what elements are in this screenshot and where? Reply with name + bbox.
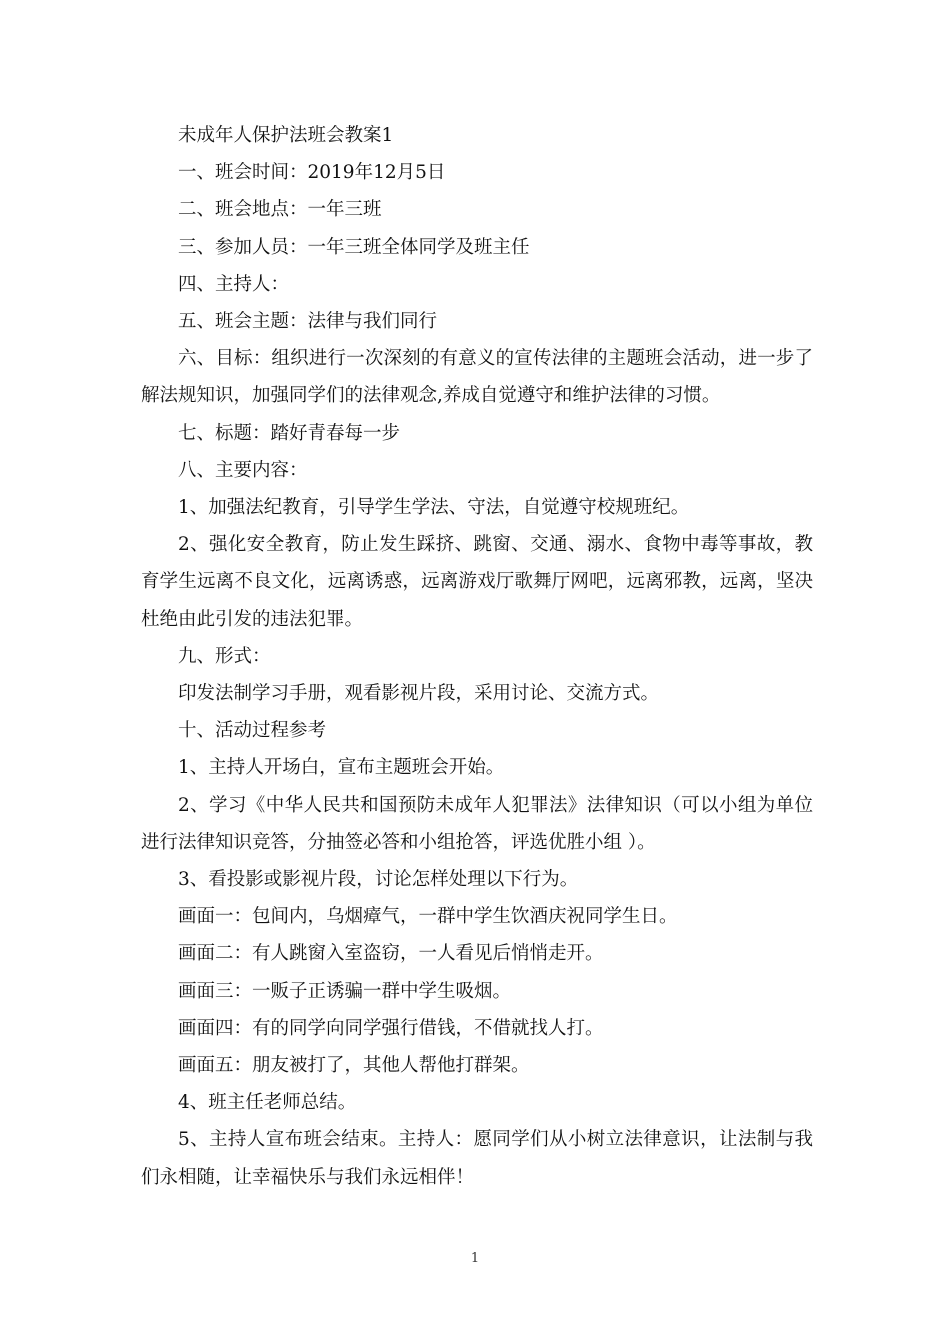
document-title: 未成年人保护法班会教案1	[178, 125, 394, 146]
paragraph-host: 四、主持人：	[178, 273, 290, 295]
paragraph-process-step-3: 3、看投影或影视片段，讨论怎样处理以下行为。	[178, 869, 579, 891]
paragraph-process-step-4: 4、班主任老师总结。	[178, 1092, 357, 1114]
paragraph-content-item-2: 2、强化安全教育，防止发生踩挤、跳窗、交通、溺水、食物中毒等事故，教育学生远离不良文化，远离诱惑，远离游戏厅歌舞厅网吧，远离邪教，远离，坚决杜绝由此引发的违法犯罪。	[141, 534, 813, 630]
document-body	[141, 117, 813, 1196]
paragraph-participants: 三、参加人员：一年三班全体同学及班主任	[178, 236, 530, 258]
paragraph-process-step-5: 5、主持人宣布班会结束。主持人：愿同学们从小树立法律意识，让法制与我们永相随，让幸福快乐与我们永远相伴！	[141, 1129, 813, 1188]
paragraph-scene-3: 画面三：一贩子正诱骗一群中学生吸烟。	[178, 980, 512, 1002]
paragraph-activity-process: 十、活动过程参考	[178, 720, 327, 742]
paragraph-content-item-1: 1、加强法纪教育，引导学生学法、守法，自觉遵守校规班纪。	[178, 497, 690, 519]
paragraph-heading: 七、标题：踏好青春每一步	[178, 422, 401, 444]
paragraph-meeting-time: 一、班会时间：2019年12月5日	[178, 162, 446, 184]
paragraph-format: 九、形式：	[178, 645, 271, 667]
paragraph-format-detail: 印发法制学习手册，观看影视片段，采用讨论、交流方式。	[178, 683, 660, 705]
paragraph-main-content: 八、主要内容：	[178, 459, 308, 481]
paragraph-meeting-place: 二、班会地点：一年三班	[178, 199, 382, 221]
paragraph-scene-5: 画面五：朋友被打了，其他人帮他打群架。	[178, 1055, 530, 1077]
paragraph-scene-2: 画面二：有人跳窗入室盗窃，一人看见后悄悄走开。	[178, 943, 604, 965]
paragraph-scene-1: 画面一：包间内，乌烟瘴气，一群中学生饮酒庆祝同学生日。	[178, 906, 678, 928]
paragraph-process-step-1: 1、主持人开场白，宣布主题班会开始。	[178, 757, 505, 779]
page-number: 1	[470, 1251, 480, 1266]
paragraph-process-step-2: 2、学习《中华人民共和国预防未成年人犯罪法》法律知识（可以小组为单位进行法律知识竞答，分抽签必答和小组抢答，评选优胜小组 ）。	[141, 794, 813, 853]
paragraph-scene-4: 画面四：有的同学向同学强行借钱，不借就找人打。	[178, 1017, 604, 1039]
paragraph-goal: 六、目标：组织进行一次深刻的有意义的宣传法律的主题班会活动，进一步了解法规知识，加强同学们的法律观念,养成自觉遵守和维护法律的习惯。	[141, 348, 813, 407]
paragraph-theme: 五、班会主题：法律与我们同行	[178, 311, 438, 333]
